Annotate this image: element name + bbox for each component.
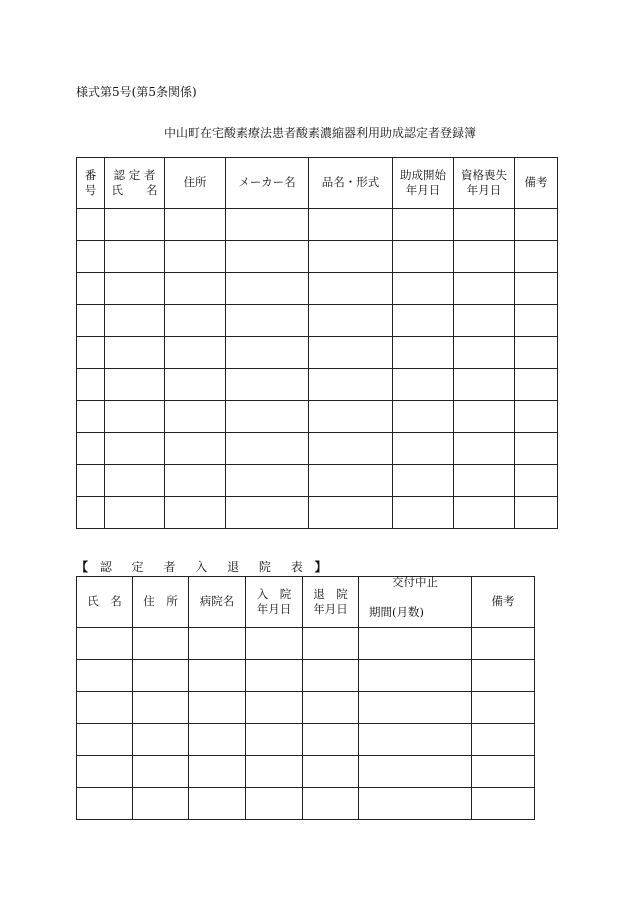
- registry-cell: [515, 433, 558, 465]
- admission-cell: [133, 756, 189, 788]
- admission-cell: [303, 756, 359, 788]
- registry-cell: [309, 273, 393, 305]
- header-admission-remarks: 備考: [472, 577, 535, 628]
- admission-cell: [246, 660, 303, 692]
- registry-row: [77, 497, 558, 529]
- admission-cell: [133, 788, 189, 820]
- document-title: 中山町在宅酸素療法患者酸素濃縮器利用助成認定者登録簿: [163, 126, 476, 140]
- header-admission-address: 住 所: [133, 577, 189, 628]
- registry-cell: [165, 209, 226, 241]
- header-admit-top: 入 院: [256, 587, 292, 602]
- admission-cell: [472, 692, 535, 724]
- admission-cell: [189, 788, 246, 820]
- admission-cell: [303, 692, 359, 724]
- registry-row: [77, 241, 558, 273]
- admission-row: [77, 724, 535, 756]
- form-number: 様式第5号(第5条関係): [76, 85, 197, 99]
- admission-cell: [189, 660, 246, 692]
- registry-cell: [309, 305, 393, 337]
- admission-cell: [77, 724, 133, 756]
- registry-row: [77, 337, 558, 369]
- registry-cell: [226, 401, 309, 433]
- registry-cell: [226, 433, 309, 465]
- registry-cell: [105, 465, 165, 497]
- admission-cell: [246, 692, 303, 724]
- header-remarks: 備考: [515, 158, 558, 209]
- registry-cell: [77, 273, 105, 305]
- registry-cell: [393, 401, 454, 433]
- admission-body: [77, 628, 535, 820]
- admission-cell: [246, 724, 303, 756]
- registry-cell: [454, 337, 515, 369]
- registry-cell: [309, 369, 393, 401]
- heading-open-bracket: 【: [76, 560, 89, 574]
- registry-cell: [105, 369, 165, 401]
- registry-cell: [165, 401, 226, 433]
- admission-cell: [472, 628, 535, 660]
- header-certified-name: [105, 158, 165, 209]
- admission-cell: [133, 724, 189, 756]
- header-address: 住所: [165, 158, 226, 209]
- registry-cell: [105, 497, 165, 529]
- registry-cell: [393, 273, 454, 305]
- admission-cell: [133, 692, 189, 724]
- registry-cell: [515, 209, 558, 241]
- registry-cell: [515, 305, 558, 337]
- registry-cell: [454, 209, 515, 241]
- admission-cell: [359, 724, 472, 756]
- registry-cell: [77, 401, 105, 433]
- header-product: 品名・形式: [309, 158, 393, 209]
- registry-cell: [226, 305, 309, 337]
- registry-cell: [454, 241, 515, 273]
- admission-row: [77, 756, 535, 788]
- admission-cell: [133, 660, 189, 692]
- header-admit-bottom: 年月日: [256, 602, 292, 616]
- admission-cell: [472, 788, 535, 820]
- registry-body: [77, 209, 558, 529]
- registry-cell: [77, 209, 105, 241]
- admission-cell: [246, 628, 303, 660]
- registry-cell: [105, 305, 165, 337]
- registry-cell: [226, 209, 309, 241]
- registry-cell: [226, 337, 309, 369]
- admission-cell: [77, 788, 133, 820]
- admission-cell: [133, 628, 189, 660]
- registry-cell: [165, 241, 226, 273]
- registry-cell: [309, 241, 393, 273]
- registry-row: [77, 273, 558, 305]
- admission-cell: [303, 628, 359, 660]
- registry-cell: [226, 369, 309, 401]
- registry-cell: [515, 497, 558, 529]
- admission-cell: [359, 692, 472, 724]
- registry-cell: [77, 337, 105, 369]
- registry-cell: [393, 497, 454, 529]
- registry-cell: [165, 337, 226, 369]
- registry-row: [77, 465, 558, 497]
- registry-row: [77, 209, 558, 241]
- registry-cell: [393, 209, 454, 241]
- registry-cell: [515, 465, 558, 497]
- registry-cell: [309, 209, 393, 241]
- header-suspend-bottom: 期間(月数): [369, 605, 424, 619]
- header-suspend-top: 交付中止: [392, 575, 438, 590]
- header-certified-top: 認 定 者: [113, 168, 156, 183]
- registry-cell: [105, 273, 165, 305]
- admission-cell: [189, 756, 246, 788]
- header-hospital: 病院名: [189, 577, 246, 628]
- registry-cell: [165, 433, 226, 465]
- header-number-top: 番: [84, 168, 97, 183]
- registry-cell: [454, 401, 515, 433]
- registry-cell: [77, 241, 105, 273]
- registry-cell: [309, 401, 393, 433]
- registry-cell: [105, 401, 165, 433]
- registry-cell: [226, 465, 309, 497]
- heading-text: 認 定 者 入 退 院 表: [99, 560, 311, 574]
- admission-table: [76, 576, 535, 820]
- admission-cell: [77, 628, 133, 660]
- registry-cell: [105, 337, 165, 369]
- registry-cell: [515, 401, 558, 433]
- header-discharge-bottom: 年月日: [313, 602, 348, 616]
- admission-cell: [472, 756, 535, 788]
- admission-cell: [303, 724, 359, 756]
- registry-cell: [309, 337, 393, 369]
- admission-cell: [359, 788, 472, 820]
- registry-row: [77, 433, 558, 465]
- admission-cell: [189, 724, 246, 756]
- header-start-top: 助成開始: [400, 168, 446, 183]
- header-discharge-date: [303, 577, 359, 628]
- registry-header-row: [77, 158, 558, 209]
- admission-cell: [77, 660, 133, 692]
- registry-cell: [165, 497, 226, 529]
- header-loss-bottom: 年月日: [466, 183, 502, 197]
- admission-cell: [303, 660, 359, 692]
- registry-cell: [515, 273, 558, 305]
- registry-cell: [454, 497, 515, 529]
- registry-cell: [393, 433, 454, 465]
- registry-cell: [393, 305, 454, 337]
- registry-cell: [77, 465, 105, 497]
- registry-cell: [165, 305, 226, 337]
- admission-row: [77, 788, 535, 820]
- header-certified-bottom: 氏 名: [111, 183, 158, 197]
- heading-close-bracket: 】: [314, 560, 327, 574]
- admission-cell: [246, 756, 303, 788]
- registry-cell: [77, 305, 105, 337]
- registry-cell: [393, 369, 454, 401]
- registry-table: [76, 157, 558, 529]
- admission-cell: [189, 692, 246, 724]
- registry-cell: [393, 337, 454, 369]
- registry-cell: [454, 465, 515, 497]
- registry-cell: [454, 305, 515, 337]
- registry-cell: [515, 337, 558, 369]
- registry-row: [77, 401, 558, 433]
- registry-cell: [105, 433, 165, 465]
- admission-cell: [472, 660, 535, 692]
- admission-row: [77, 628, 535, 660]
- admission-cell: [359, 660, 472, 692]
- registry-cell: [309, 433, 393, 465]
- admission-row: [77, 692, 535, 724]
- admission-heading: [76, 558, 327, 575]
- registry-cell: [515, 369, 558, 401]
- registry-cell: [165, 465, 226, 497]
- registry-row: [77, 305, 558, 337]
- admission-cell: [77, 692, 133, 724]
- registry-cell: [77, 369, 105, 401]
- header-name: 氏 名: [77, 577, 133, 628]
- registry-cell: [105, 209, 165, 241]
- header-number-bottom: 号: [84, 183, 97, 197]
- header-admit-date: [246, 577, 303, 628]
- header-maker: メーカー名: [226, 158, 309, 209]
- admission-cell: [77, 756, 133, 788]
- header-loss-date: [454, 158, 515, 209]
- registry-cell: [454, 369, 515, 401]
- header-start-bottom: 年月日: [405, 183, 441, 197]
- registry-cell: [77, 433, 105, 465]
- header-loss-top: 資格喪失: [461, 168, 507, 183]
- registry-cell: [309, 465, 393, 497]
- registry-cell: [165, 369, 226, 401]
- admission-cell: [359, 756, 472, 788]
- registry-cell: [226, 497, 309, 529]
- admission-row: [77, 660, 535, 692]
- registry-cell: [105, 241, 165, 273]
- registry-cell: [165, 273, 226, 305]
- registry-cell: [226, 273, 309, 305]
- header-number: [77, 158, 105, 209]
- header-start-date: [393, 158, 454, 209]
- header-discharge-top: 退 院: [313, 587, 348, 602]
- registry-cell: [309, 497, 393, 529]
- admission-cell: [303, 788, 359, 820]
- registry-cell: [226, 241, 309, 273]
- header-suspend-period: [359, 577, 472, 628]
- admission-cell: [472, 724, 535, 756]
- admission-header-row: [77, 577, 535, 628]
- registry-cell: [393, 241, 454, 273]
- registry-cell: [393, 465, 454, 497]
- admission-cell: [246, 788, 303, 820]
- registry-cell: [77, 497, 105, 529]
- admission-cell: [359, 628, 472, 660]
- registry-cell: [454, 273, 515, 305]
- registry-cell: [454, 433, 515, 465]
- registry-row: [77, 369, 558, 401]
- admission-cell: [189, 628, 246, 660]
- registry-cell: [515, 241, 558, 273]
